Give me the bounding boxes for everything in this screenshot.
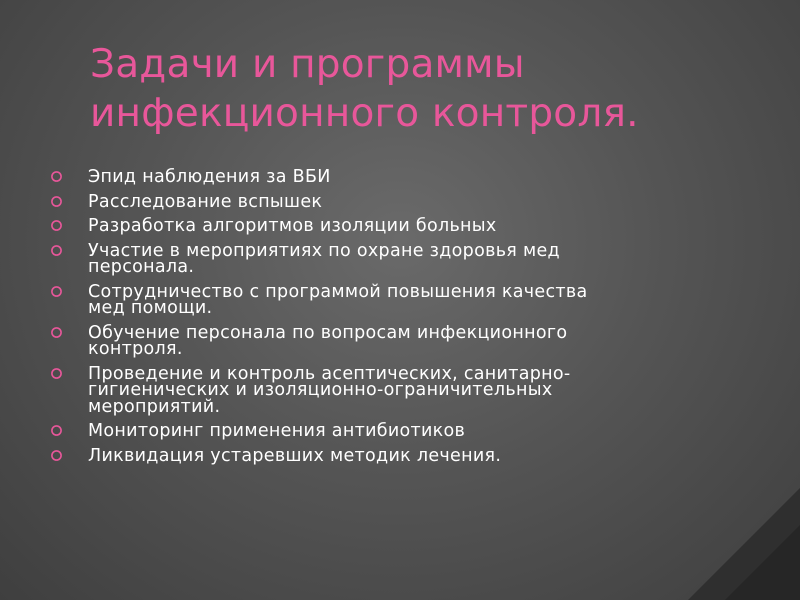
ring-bullet-icon [50, 244, 63, 257]
list-item-text: Мониторинг применения антибиотиков [88, 421, 466, 441]
list-item-text: Обучение персонала по вопросам инфекционного контроля. [88, 322, 568, 359]
list-item-text: Расследование вспышек [88, 191, 323, 212]
list-item [50, 281, 740, 318]
list-item-text: Разработка алгоритмов изоляции больных [88, 216, 497, 236]
slide-title-line: Задачи и программы [90, 42, 525, 87]
slide-title [90, 40, 770, 138]
ring-bullet-icon [50, 424, 63, 437]
list-item-text: Сотрудничество с программой повышения качества мед помощи. [88, 281, 588, 318]
ring-bullet-icon [50, 170, 63, 183]
ring-bullet-icon [50, 219, 63, 232]
bullet-list [50, 169, 740, 472]
ring-bullet-icon [50, 195, 63, 208]
slide-title-line: инфекционного контроля. [90, 91, 639, 136]
list-item [50, 169, 740, 186]
list-item-text: Участие в мероприятиях по охране здоровья мед персонала. [88, 240, 560, 277]
list-item-text: Проведение и контроль асептических, санитарно- гигиенических и изоляционно-ограничительных мероприятий. [88, 363, 571, 417]
ring-bullet-icon [50, 326, 63, 339]
list-item-text: Эпид наблюдения за ВБИ [88, 167, 331, 187]
list-item [50, 240, 740, 277]
list-item [50, 322, 740, 359]
ring-bullet-icon [50, 449, 63, 462]
ring-bullet-icon [50, 367, 63, 380]
list-item-text: Ликвидация устаревших методик лечения. [88, 445, 502, 466]
list-item [50, 445, 740, 466]
list-item [50, 363, 740, 417]
ring-bullet-icon [50, 285, 63, 298]
list-item [50, 218, 740, 235]
list-item [50, 423, 740, 440]
list-item [50, 191, 740, 212]
